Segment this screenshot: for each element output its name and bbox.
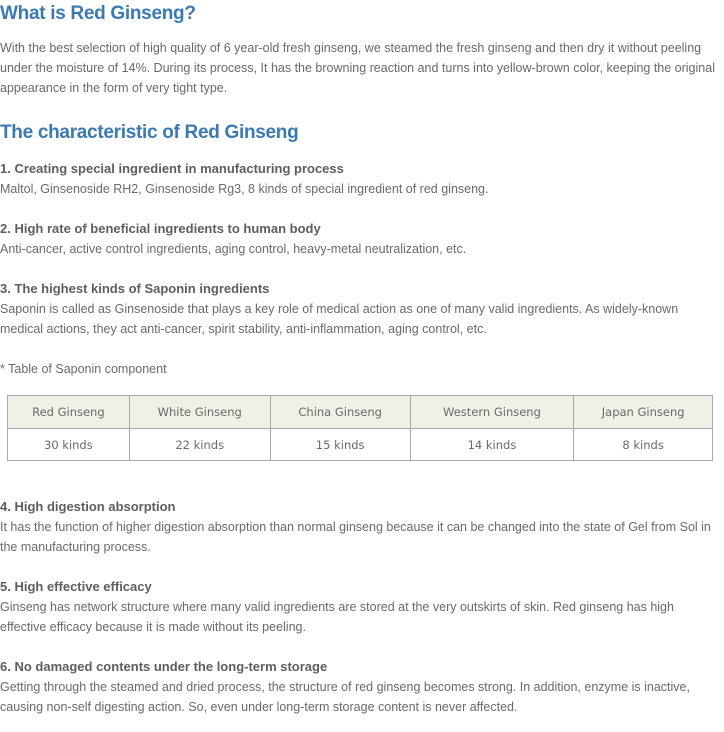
item-title: 2. High rate of beneficial ingredients to human body <box>0 221 321 236</box>
table-cell: 15 kinds <box>270 429 410 461</box>
item-body: Ginseng has network structure where many valid ingredients are stored at the very outskirts of skin. Red ginseng has high effective efficacy because it is made without its peeling. <box>0 600 674 634</box>
saponin-table <box>7 395 713 461</box>
item-title: 5. High effective efficacy <box>0 579 152 594</box>
characteristic-item-4 <box>0 497 722 557</box>
table-header-cell: Japan Ginseng <box>574 396 713 429</box>
item-title: 3. The highest kinds of Saponin ingredients <box>0 281 270 296</box>
item-title: 6. No damaged contents under the long-term storage <box>0 659 328 674</box>
table-header-cell: China Ginseng <box>270 396 410 429</box>
characteristic-item-6 <box>0 657 722 717</box>
characteristic-item-5 <box>0 577 722 637</box>
table-cell: 14 kinds <box>410 429 574 461</box>
item-body: Saponin is called as Ginsenoside that plays a key role of medical action as one of many valid ingredients. As widely-known medical actions, they act anti-cancer, spirit stability, anti-inflammation, aging control, etc. <box>0 302 679 336</box>
item-body: Anti-cancer, active control ingredients, aging control, heavy-metal neutralization, etc. <box>0 242 467 256</box>
characteristic-item-1 <box>0 159 722 199</box>
item-body: Maltol, Ginsenoside RH2, Ginsenoside Rg3, 8 kinds of special ingredient of red ginseng. <box>0 182 489 196</box>
item-title: 1. Creating special ingredient in manufacturing process <box>0 161 344 176</box>
table-cell: 8 kinds <box>574 429 713 461</box>
item-body: It has the function of higher digestion absorption than normal ginseng because it can be changed into the state of Gel from Sol in the manufacturing process. <box>0 520 711 554</box>
table-row <box>8 429 713 461</box>
intro-paragraph: With the best selection of high quality of 6 year-old fresh ginseng, we steamed the fresh ginseng and then dry it without peeling under the moisture of 14%. During its process, It has the browning reaction and turns into yellow-brown color, keeping the original appearance in the form of very tight type. <box>0 41 715 95</box>
characteristic-heading: The characteristic of Red Ginseng <box>0 122 299 143</box>
table-cell: 22 kinds <box>129 429 270 461</box>
main-heading: What is Red Ginseng? <box>0 3 196 24</box>
table-header-row <box>8 396 713 429</box>
item-body: Getting through the steamed and dried process, the structure of red ginseng becomes strong. In addition, enzyme is inactive, causing non-self digesting action. So, even under long-term storage content is never affected. <box>0 680 690 714</box>
characteristic-item-3 <box>0 279 722 339</box>
table-header-cell: Western Ginseng <box>410 396 574 429</box>
table-cell: 30 kinds <box>8 429 130 461</box>
table-header-cell: Red Ginseng <box>8 396 130 429</box>
item-title: 4. High digestion absorption <box>0 499 176 514</box>
characteristic-item-2 <box>0 219 722 259</box>
table-note: * Table of Saponin component <box>0 362 167 376</box>
table-header-cell: White Ginseng <box>129 396 270 429</box>
